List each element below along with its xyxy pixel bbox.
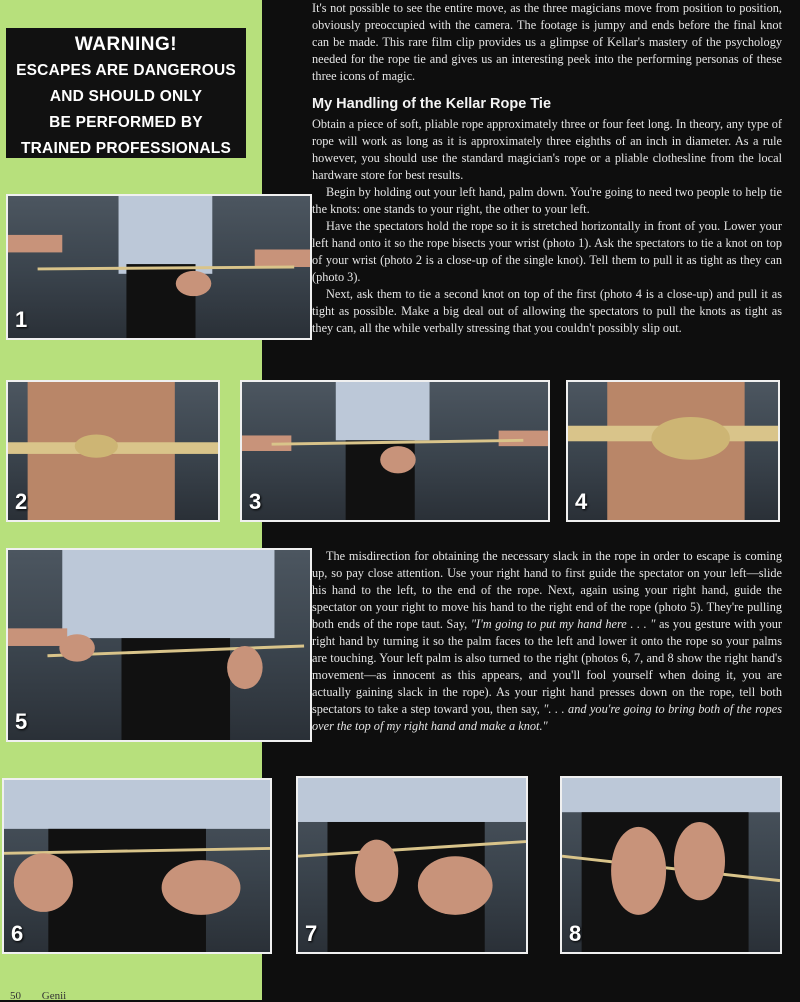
warning-line: AND SHOULD ONLY xyxy=(49,88,203,105)
paragraph-5-text-cont: as you gesture with your right hand by turning it so the palm faces to the left and lower it onto the rope so your palms are touching. Your left palm is also turned to the right (photos 6, 7, and 8 show the right hand's movement—as innocent as this appears, and you'll fool yourself when doing it, you are actually gaining slack in the rope). As your right hand presses down on the rope, tell both spectators to take a step toward you, then say, xyxy=(312,617,782,716)
photo-4 xyxy=(566,380,780,522)
photo-6 xyxy=(2,778,272,954)
photo-number: 5 xyxy=(15,709,28,734)
photo-number: 8 xyxy=(569,921,582,946)
photo-4-illustration xyxy=(568,382,778,520)
intro-text: It's not possible to see the entire move, as the three magicians move from position to position, obviously preoccupied with the camera. The footage is jumpy and ends before the final knot can be made. This rare film clip provides us a glimpse of Kellar's mastery of the psychology needed for the rope tie and gives us an interesting peek into the performing personas of these three icons of magic. xyxy=(312,1,782,83)
photo-number: 3 xyxy=(249,489,262,514)
paragraph-1: Obtain a piece of soft, pliable rope approximately three or four feet long. In theory, any type of rope will work as long as it is approximately three eighths of an inch in diameter. As a rule however, you should use the standard magician's rope or a pliable clothesline from the local hardware store for best results. xyxy=(312,117,782,182)
photo-3 xyxy=(240,380,550,522)
photo-2 xyxy=(6,380,220,522)
photo-number: 6 xyxy=(11,921,24,946)
photo-1-illustration xyxy=(8,196,310,338)
instructions-block xyxy=(312,116,782,337)
misdirection-block xyxy=(312,548,782,735)
photo-5-illustration xyxy=(8,550,310,740)
page-number: 50 xyxy=(10,990,21,1002)
warning-box xyxy=(6,28,246,158)
warning-line: ESCAPES ARE DANGEROUS xyxy=(16,62,236,79)
magazine-name: Genii xyxy=(41,990,67,1002)
warning-title: WARNING! xyxy=(74,34,178,55)
photo-number: 7 xyxy=(305,921,318,946)
photo-7 xyxy=(296,776,528,954)
paragraph-5-text: The misdirection for obtaining the necessary slack in the rope in order to escape is coming up, so pay close attention. Use your right hand to first guide the spectator on your left—slide his hand to the left, to the end of the rope. Next, again using your right hand, guide the spectator on your right to move his hand to the right end of the rope (photo 5). They're pulling both ends of the rope taut. Say, xyxy=(312,549,782,631)
paragraph-2: Begin by holding out your left hand, palm down. You're going to need two people to help tie the knots: one stands to your right, the other to your left. xyxy=(312,185,782,216)
photo-8 xyxy=(560,776,782,954)
paragraph-5 xyxy=(312,548,782,735)
warning-line: BE PERFORMED BY xyxy=(49,114,203,131)
intro-paragraph xyxy=(312,0,782,85)
paragraph-4: Next, ask them to tie a second knot on top of the first (photo 4 is a close-up) and pull it as tight as possible. Make a big deal out of allowing the spectators to pull the knots as tight as they can, all the while verbally stressing that you couldn't possibly slip out. xyxy=(312,287,782,335)
photo-number: 4 xyxy=(575,489,588,514)
page-footer xyxy=(10,990,84,1002)
quote-1: "I'm going to put my hand here . . . " xyxy=(470,617,656,631)
photo-number: 2 xyxy=(15,489,28,514)
photo-8-illustration xyxy=(562,778,780,952)
photo-3-illustration xyxy=(242,382,548,520)
paragraph-3: Have the spectators hold the rope so it is stretched horizontally in front of you. Lower your left hand onto it so the rope bisects your wrist (photo 1). Ask the spectators to tie a knot on top of your wrist (photo 2 is a close-up of the single knot). Tell them to pull it as tight as they can (photo 3). xyxy=(312,219,782,284)
photo-2-illustration xyxy=(8,382,218,520)
photo-7-illustration xyxy=(298,778,526,952)
photo-5 xyxy=(6,548,312,742)
quote-2: ". . . and you're going to bring both of the ropes over the top of my right hand and make a knot." xyxy=(312,702,782,733)
photo-6-illustration xyxy=(4,780,270,952)
warning-line: TRAINED PROFESSIONALS xyxy=(20,140,232,157)
section-heading: My Handling of the Kellar Rope Tie xyxy=(312,96,552,112)
photo-1 xyxy=(6,194,312,340)
photo-number: 1 xyxy=(15,307,28,332)
